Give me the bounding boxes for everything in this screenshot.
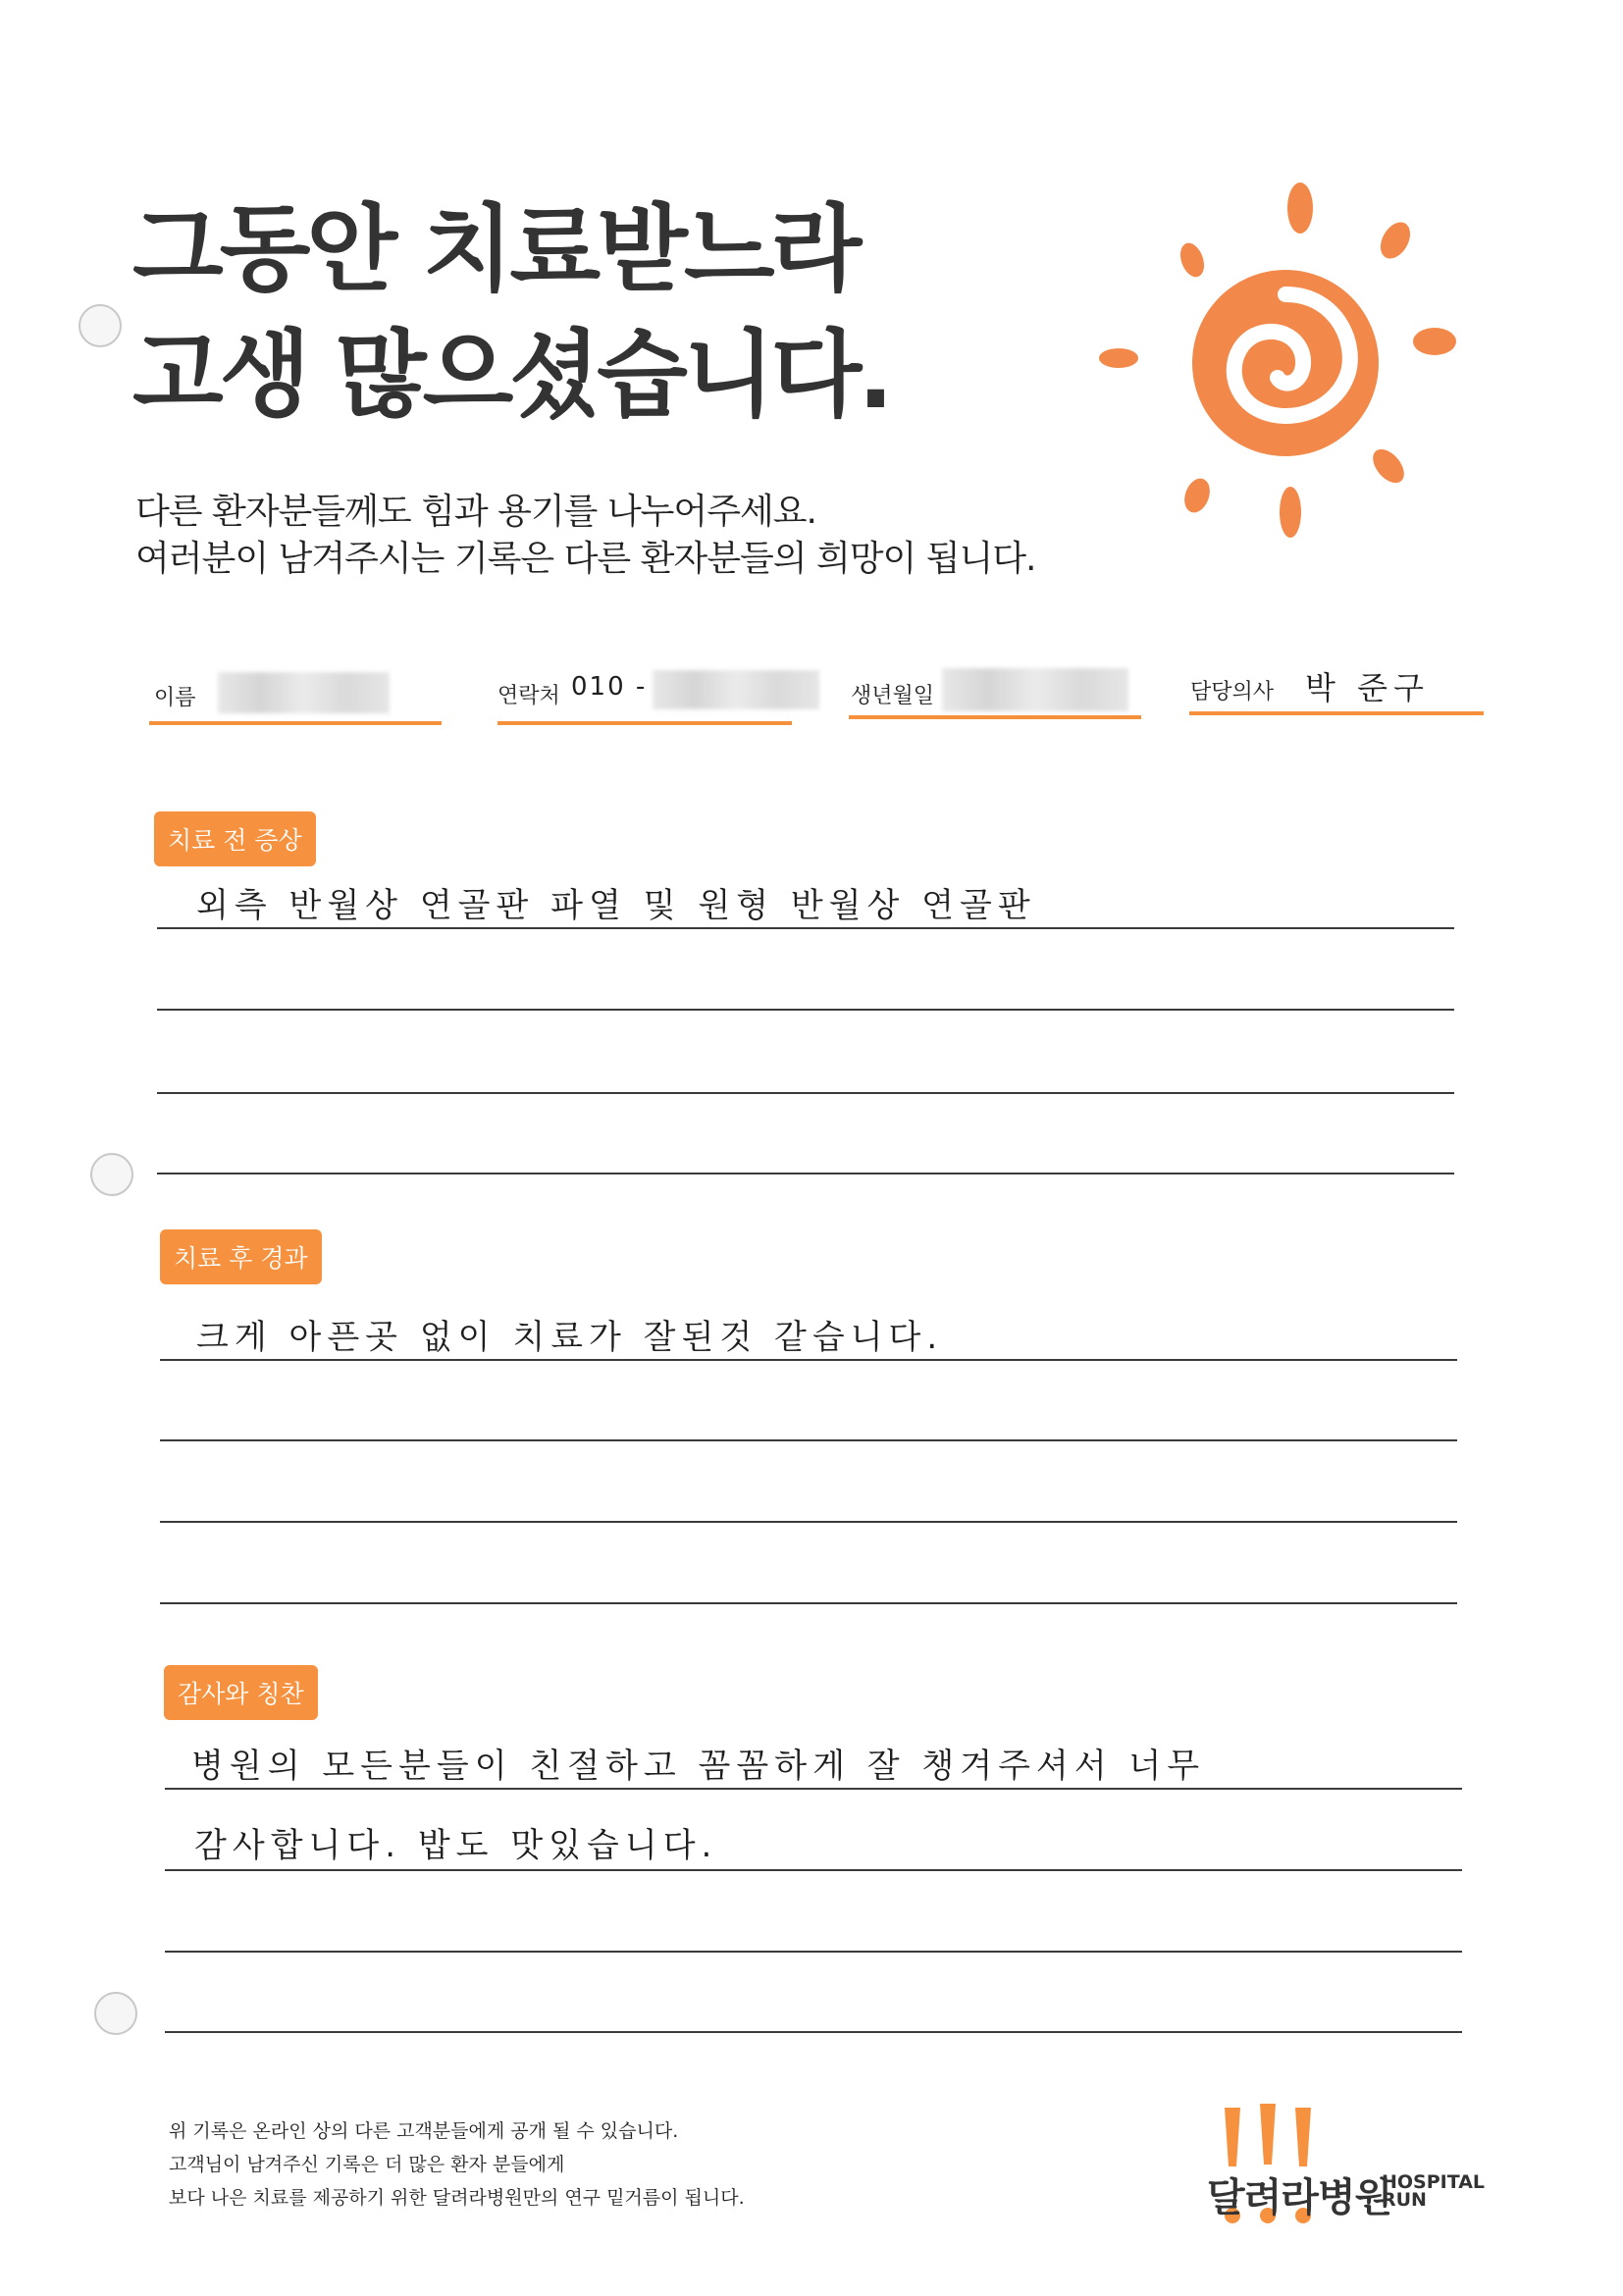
section-1-rule-2 — [157, 1009, 1454, 1011]
page-subtitle — [135, 489, 1036, 583]
section-2-rule-1 — [160, 1359, 1457, 1361]
section-3-rule-3 — [165, 1951, 1462, 1953]
section-3-line-2: 감사합니다. 밥도 맛있습니다. — [194, 1826, 718, 1865]
section-2-rule-4 — [160, 1602, 1457, 1604]
section-2-rule-3 — [160, 1521, 1457, 1523]
doctor-label: 담당의사 — [1190, 680, 1275, 704]
section-3-rule-2 — [165, 1869, 1462, 1871]
subtitle-line-1: 다른 환자분들께도 힘과 용기를 나누어주세요. — [135, 492, 816, 532]
headline-line-2: 고생 많으셨습니다. — [132, 320, 890, 430]
name-label: 이름 — [154, 686, 196, 710]
birthdate-underline — [849, 715, 1141, 719]
sun-illustration — [1089, 177, 1482, 549]
section-3-rule-4 — [165, 2031, 1462, 2033]
binder-hole-bottom — [94, 1992, 137, 2035]
section-1-rule-1 — [157, 927, 1454, 929]
subtitle-line-2: 여러분이 남겨주시는 기록은 다른 환자분들의 희망이 됩니다. — [135, 539, 1036, 579]
section-3-rule-1 — [165, 1788, 1462, 1790]
section-2-rule-2 — [160, 1439, 1457, 1441]
name-underline — [149, 721, 442, 725]
section-1-line-1: 외측 반월상 연골판 파열 및 원형 반월상 연골판 — [196, 886, 1036, 925]
section-2-line-1: 크게 아픈곳 없이 치료가 잘된것 같습니다. — [196, 1318, 944, 1357]
footer-line-3: 보다 나은 치료를 제공하기 위한 달려라병원만의 연구 밑거름이 됩니다. — [169, 2187, 745, 2209]
section-1-rule-3 — [157, 1092, 1454, 1094]
section-badge-before-treatment: 치료 전 증상 — [154, 811, 316, 866]
contact-value-redacted — [653, 670, 819, 709]
contact-underline — [497, 721, 792, 725]
name-value-redacted — [218, 672, 390, 713]
section-1-rule-4 — [157, 1173, 1454, 1174]
hospital-logo — [1207, 2100, 1492, 2227]
doctor-value: 박 준구 — [1305, 669, 1430, 706]
binder-hole-middle — [90, 1153, 133, 1196]
contact-value: 010 - — [571, 672, 648, 702]
sun-body — [1192, 270, 1379, 456]
section-badge-after-treatment: 치료 후 경과 — [160, 1229, 322, 1284]
logo-en-line-1: HOSPITAL — [1382, 2171, 1486, 2193]
logo-en-line-2: RUN — [1382, 2189, 1427, 2211]
birthdate-value-redacted — [942, 668, 1128, 711]
headline-line-1: 그동안 치료받느라 — [132, 194, 859, 304]
logo-hospital-name: 달려라병원 — [1207, 2175, 1392, 2220]
birthdate-label: 생년월일 — [851, 684, 935, 708]
section-3-line-1: 병원의 모든분들이 친절하고 꼼꼼하게 잘 챙겨주셔서 너무 — [191, 1747, 1206, 1786]
binder-hole-top — [79, 304, 122, 347]
footer-notice — [169, 2114, 745, 2215]
footer-line-1: 위 기록은 온라인 상의 다른 고객분들에게 공개 될 수 있습니다. — [169, 2120, 679, 2142]
doctor-underline — [1189, 711, 1484, 715]
page-headline — [132, 186, 937, 438]
logo-english-name — [1382, 2173, 1485, 2209]
contact-label: 연락처 — [497, 684, 560, 708]
section-badge-thanks-praise: 감사와 칭찬 — [164, 1665, 318, 1720]
footer-line-2: 고객님이 남겨주신 기록은 더 많은 환자 분들에게 — [169, 2154, 565, 2175]
